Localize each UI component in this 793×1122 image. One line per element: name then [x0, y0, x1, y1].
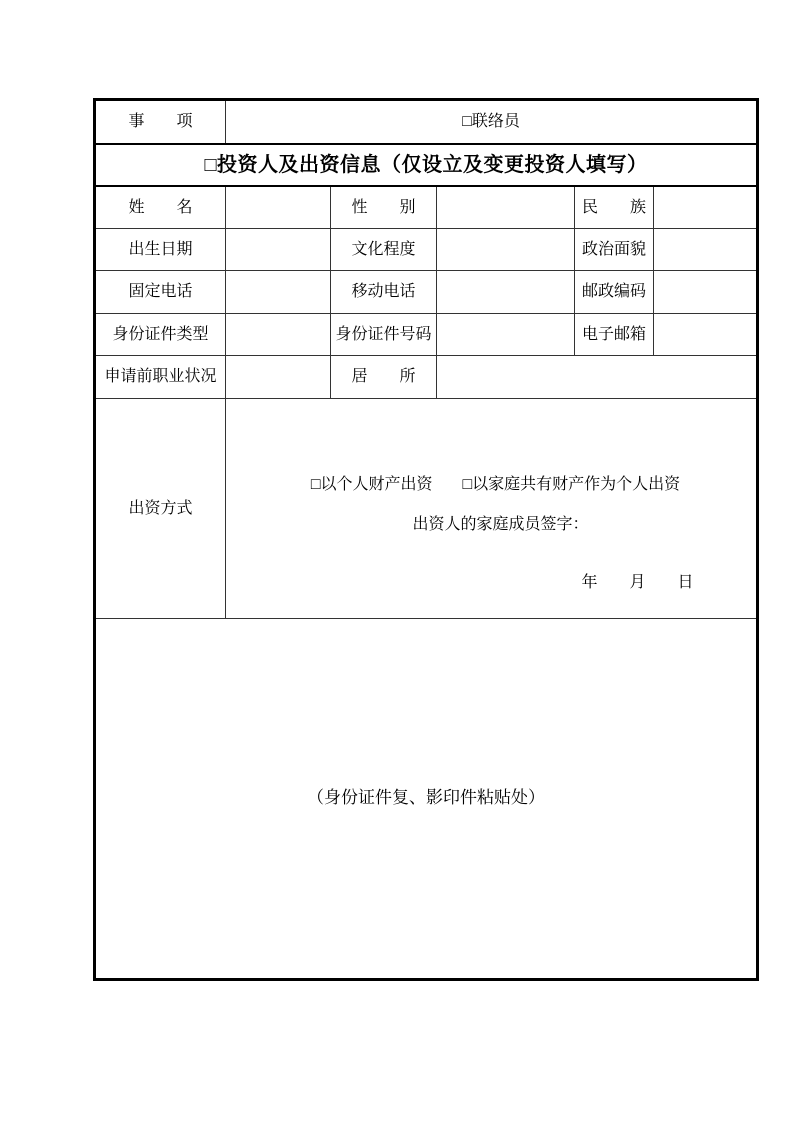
family-property-option-label: 以家庭共有财产作为个人出资: [472, 475, 681, 493]
section-title: 投资人及出资信息（仅设立及变更投资人填写）: [217, 153, 648, 176]
field-label-education: 文化程度: [331, 229, 437, 271]
liaison-option-label: 联络员: [471, 113, 520, 131]
field-value-ethnicity: [654, 186, 758, 229]
contribution-label: 出资方式: [95, 399, 226, 619]
name-row: [95, 186, 758, 229]
field-value-political-status: [654, 229, 758, 271]
field-label-id-number: 身份证件号码: [331, 314, 437, 356]
id-row: [95, 314, 758, 356]
liaison-checkbox-icon: □: [462, 113, 472, 131]
field-label-occupation: 申请前职业状况: [95, 356, 226, 399]
item-row: [95, 100, 758, 144]
section-header-cell: [95, 144, 758, 186]
field-value-gender: [437, 186, 575, 229]
field-label-name: 姓 名: [95, 186, 226, 229]
date-line: 年 月 日: [581, 573, 694, 591]
family-signature-label: 出资人的家庭成员签字：: [412, 515, 589, 533]
field-value-occupation: [226, 356, 331, 399]
personal-property-checkbox-icon: □: [310, 475, 321, 493]
field-label-email: 电子邮箱: [575, 314, 654, 356]
field-label-birth-date: 出生日期: [95, 229, 226, 271]
contribution-content-cell: [226, 399, 758, 619]
field-label-ethnicity: 民 族: [575, 186, 654, 229]
birth-row: [95, 229, 758, 271]
field-value-residence: [437, 356, 758, 399]
section-checkbox-icon: □: [204, 153, 218, 176]
field-value-education: [437, 229, 575, 271]
field-label-residence: 居 所: [331, 356, 437, 399]
contribution-row: [95, 399, 758, 619]
field-value-id-type: [226, 314, 331, 356]
field-value-name: [226, 186, 331, 229]
field-value-birth-date: [226, 229, 331, 271]
investor-info-form-table: [93, 98, 759, 981]
field-value-email: [654, 314, 758, 356]
field-label-id-type: 身份证件类型: [95, 314, 226, 356]
field-label-political-status: 政治面貌: [575, 229, 654, 271]
phone-row: [95, 271, 758, 314]
family-property-checkbox-icon: □: [462, 475, 473, 493]
field-label-gender: 性 别: [331, 186, 437, 229]
item-value-cell: [226, 100, 758, 144]
field-label-fixed-phone: 固定电话: [95, 271, 226, 314]
field-value-postal-code: [654, 271, 758, 314]
paste-area-row: [95, 619, 758, 980]
item-label: 事 项: [95, 100, 226, 144]
field-value-fixed-phone: [226, 271, 331, 314]
field-value-mobile-phone: [437, 271, 575, 314]
personal-property-option-label: 以个人财产出资: [320, 475, 433, 493]
section-header-row: [95, 144, 758, 186]
field-label-postal-code: 邮政编码: [575, 271, 654, 314]
contribution-options-line: [235, 477, 756, 493]
field-label-mobile-phone: 移动电话: [331, 271, 437, 314]
id-copy-paste-area: （身份证件复、影印件粘贴处）: [95, 619, 758, 980]
occupation-row: [95, 356, 758, 399]
field-value-id-number: [437, 314, 575, 356]
